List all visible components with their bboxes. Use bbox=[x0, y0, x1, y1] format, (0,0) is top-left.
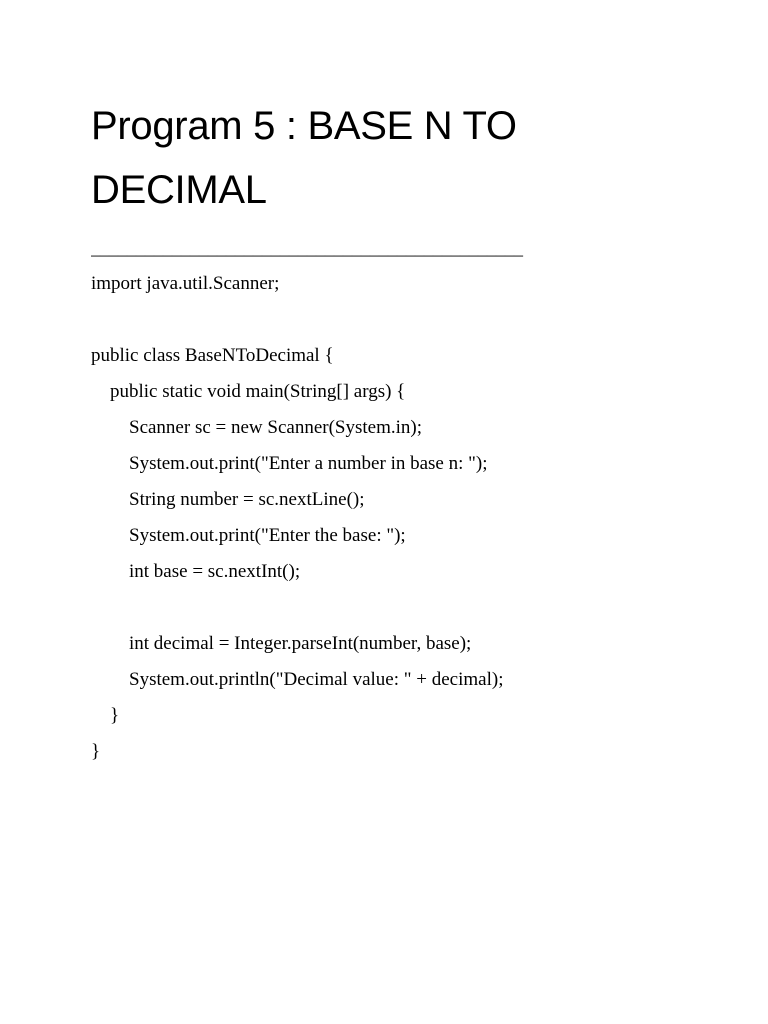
code-line: Scanner sc = new Scanner(System.in); bbox=[91, 417, 422, 438]
page-title bbox=[91, 94, 711, 222]
code-line: String number = sc.nextLine(); bbox=[91, 489, 365, 510]
code-line: } bbox=[91, 705, 120, 726]
code-line: System.out.println("Decimal value: " + decimal); bbox=[91, 669, 504, 690]
code-line: import java.util.Scanner; bbox=[91, 273, 280, 294]
code-line: int decimal = Integer.parseInt(number, base); bbox=[91, 633, 472, 654]
code-line bbox=[91, 590, 731, 626]
code-block bbox=[91, 266, 731, 770]
separator-line: ________________________________________________ bbox=[91, 238, 523, 258]
code-line: public static void main(String[] args) { bbox=[91, 381, 406, 402]
code-line: System.out.print("Enter the base: "); bbox=[91, 525, 406, 546]
code-line: public class BaseNToDecimal { bbox=[91, 345, 334, 366]
code-line: System.out.print("Enter a number in base n: "); bbox=[91, 453, 488, 474]
title-line-1: Program 5 : BASE N TO bbox=[91, 104, 517, 148]
code-line bbox=[91, 302, 731, 338]
code-line: int base = sc.nextInt(); bbox=[91, 561, 301, 582]
title-line-2: DECIMAL bbox=[91, 168, 267, 212]
code-line: } bbox=[91, 741, 101, 762]
